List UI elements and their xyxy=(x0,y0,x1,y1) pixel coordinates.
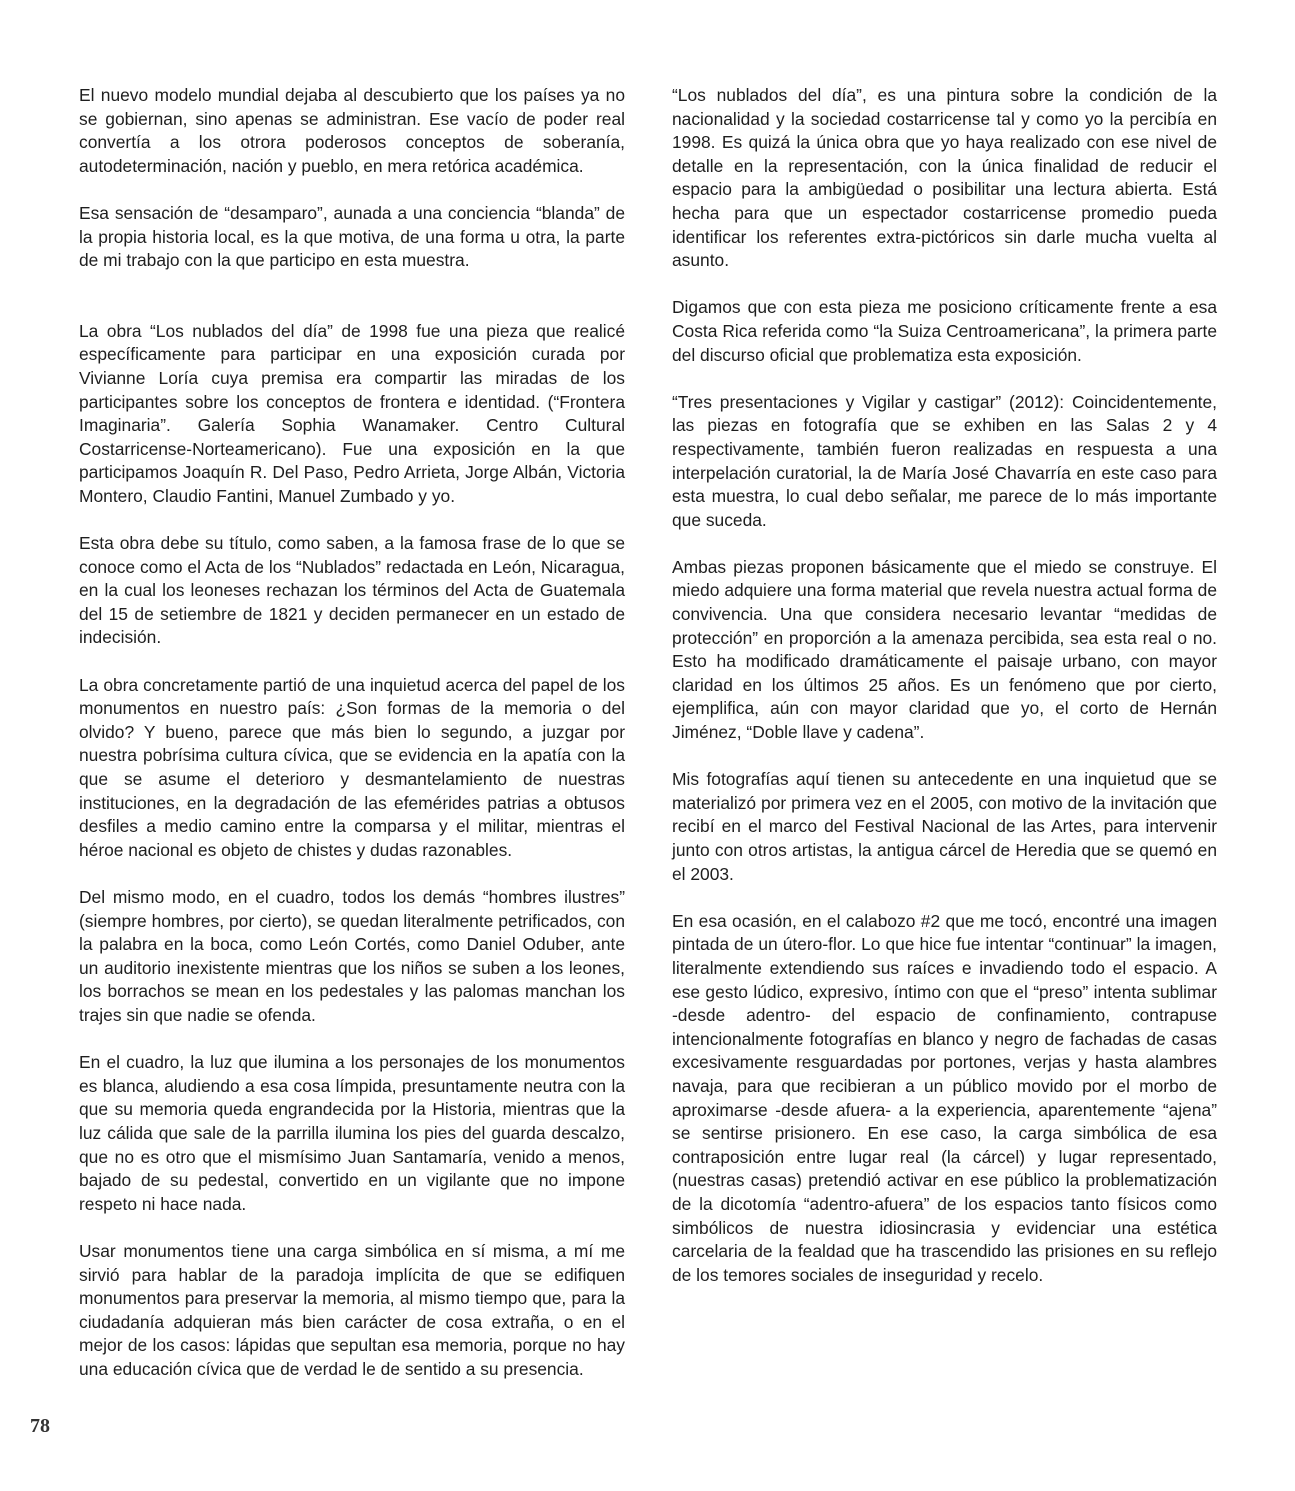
paragraph: Digamos que con esta pieza me posiciono críticamente frente a esa Costa Rica referida como “la Suiza Centroamericana”, la primera parte del discurso oficial que problematiza esta exposición. xyxy=(672,297,1217,365)
paragraph: Usar monumentos tiene una carga simbólica en sí misma, a mí me sirvió para hablar de la paradoja implícita de que se edifiquen monumentos para preservar la memoria, al mismo tiempo que, para la ciudadanía adquieran más bien carácter de cosa extraña, o en el mejor de los casos: lápidas que sepultan esa memoria, porque no hay una educación cívica que de verdad le de sentido a su presencia. xyxy=(79,1240,625,1379)
paragraph: Ambas piezas proponen básicamente que el miedo se construye. El miedo adquiere una forma material que revela nuestra actual forma de convivencia. Una que considera necesario levantar “medidas de protección” en proporción a la amenaza percibida, sea esta real o no. Esto ha modificado dramáticamente el paisaje urbano, con mayor claridad en los últimos 25 años. Es un fenómeno que por cierto, ejemplifica, aún con mayor claridad que yo, el corto de Hernán Jiménez, “Doble llave y cadena”. xyxy=(672,556,1217,743)
paragraph: “Los nublados del día”, es una pintura sobre la condición de la nacionalidad y la sociedad costarricense tal y como yo la percibía en 1998. Es quizá la única obra que yo haya realizado con ese nivel de detalle en la representación, con la única finalidad de reducir el espacio para la ambigüedad o posibilitar una lectura abierta. Está hecha para que un espectador costarricense promedio pueda identificar los referentes extra-pictóricos sin darle mucha vuelta al asunto. xyxy=(672,85,1217,271)
paragraph: Del mismo modo, en el cuadro, todos los demás “hombres ilustres” (siempre hombres, por cierto), se quedan literalmente petrificados, con la palabra en la boca, como León Cortés, como Daniel Oduber, ante un auditorio inexistente mientras que los niños se suben a los leones, los borrachos se mean en los pedestales y las palomas manchan los trajes sin que nadie se ofenda. xyxy=(79,887,625,1025)
page-number: 78 xyxy=(30,1415,50,1437)
paragraph: El nuevo modelo mundial dejaba al descubierto que los países ya no se gobiernan, sino apenas se administran. Ese vacío de poder real convertía a los otrora poderosos conceptos de soberanía, autodeterminación, nación y pueblo, en mera retórica académica. xyxy=(79,85,625,176)
paragraph: En esa ocasión, en el calabozo #2 que me tocó, encontré una imagen pintada de un útero-flor. Lo que hice fue intentar “continuar” la imagen, literalmente extendiendo sus raíces e invadiendo todo el espacio. A ese gesto lúdico, expresivo, íntimo con que el “preso” intenta sublimar -desde adentro- del espacio de confinamiento, contrapuse intencionalmente fotografías en blanco y negro de fachadas de casas excesivamente resguardadas por portones, verjas y hasta alambres navaja, para que recibieran a un público movido por el morbo de aproximarse -desde afuera- a la experiencia, aparentemente “ajena” se sentirse prisionero. En ese caso, la carga simbólica de esa contraposición entre lugar real (la cárcel) y lugar representado, (nuestras casas) pretendió activar en ese público la problematización de la dicotomía “adentro-afuera” de los espacios tanto físicos como simbólicos de nuestra idiosincrasia y evidenciar una estética carcelaria de la fealdad que ha trascendido las prisiones en su reflejo de los temores sociales de inseguridad y recelo. xyxy=(672,910,1217,1285)
paragraph: “Tres presentaciones y Vigilar y castigar” (2012): Coincidentemente, las piezas en fotografía que se exhiben en las Salas 2 y 4 respectivamente, también fueron realizadas en respuesta a una interpelación curatorial, la de María José Chavarría en este caso para esta muestra, lo cual debo señalar, me parece de lo más importante que suceda. xyxy=(672,391,1217,530)
right-column xyxy=(672,84,1217,1311)
left-column xyxy=(79,84,625,1405)
paragraph: Esa sensación de “desamparo”, aunada a una conciencia “blanda” de la propia historia local, es la que motiva, de una forma u otra, la parte de mi trabajo con la que participo en esta muestra. xyxy=(79,202,625,271)
paragraph: La obra concretamente partió de una inquietud acerca del papel de los monumentos en nuestro país: ¿Son formas de la memoria o del olvido? Y bueno, parece que más bien lo segundo, a juzgar por nuestra pobrísima cultura cívica, que se evidencia en la apatía con la que se asume el deterioro y desmantelamiento de nuestras instituciones, en la degradación de las efemérides patrias a obtusos desfiles a medio camino entre la comparsa y el militar, mientras el héroe nacional es objeto de chistes y dudas razonables. xyxy=(79,674,625,860)
paragraph: Mis fotografías aquí tienen su antecedente en una inquietud que se materializó por primera vez en el 2005, con motivo de la invitación que recibí en el marco del Festival Nacional de las Artes, para intervenir junto con otros artistas, la antigua cárcel de Heredia que se quemó en el 2003. xyxy=(672,769,1217,884)
paragraph: La obra “Los nublados del día” de 1998 fue una pieza que realicé específicamente para participar en una exposición curada por Vivianne Loría cuya premisa era compartir las miradas de los participantes sobre los conceptos de frontera e identidad. (“Frontera Imaginaria”. Galería Sophia Wanamaker. Centro Cultural Costarricense-Norteamericano). Fue una exposición en la que participamos Joaquín R. Del Paso, Pedro Arrieta, Jorge Albán, Victoria Montero, Claudio Fantini, Manuel Zumbado y yo. xyxy=(79,320,625,506)
paragraph: Esta obra debe su título, como saben, a la famosa frase de lo que se conoce como el Acta de los “Nublados” redactada en León, Nicaragua, en la cual los leoneses rechazan los términos del Acta de Guatemala del 15 de setiembre de 1821 y deciden permanecer en un estado de indecisión. xyxy=(79,533,625,648)
paragraph: En el cuadro, la luz que ilumina a los personajes de los monumentos es blanca, aludiendo a esa cosa límpida, presuntamente neutra con la que su memoria queda engrandecida por la Historia, mientras que la luz cálida que sale de la parrilla ilumina los pies del guarda descalzo, que no es otro que el mismísimo Juan Santamaría, venido a menos, bajado de su pedestal, convertido en un vigilante que no impone respeto ni hace nada. xyxy=(79,1052,625,1214)
